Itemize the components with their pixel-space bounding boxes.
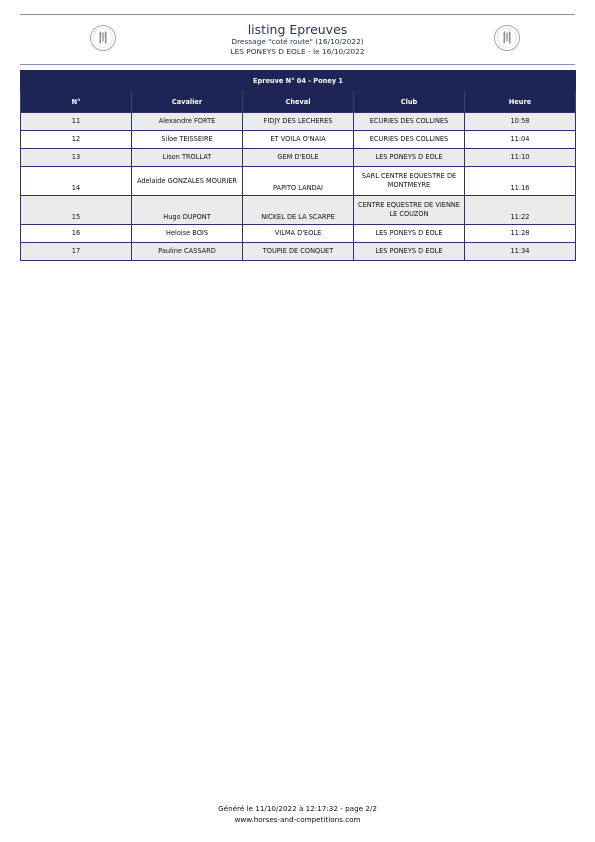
horse-name: VILMA D'EOLE bbox=[243, 225, 354, 243]
page-footer bbox=[0, 804, 595, 825]
horse-name: GEM D'EOLE bbox=[243, 149, 354, 167]
club-name: CENTRE EQUESTRE DE VIENNE LE COUZON bbox=[354, 196, 465, 225]
start-time: 11:10 bbox=[465, 149, 576, 167]
table-row bbox=[21, 149, 576, 167]
horse-emblem-icon bbox=[493, 24, 521, 52]
start-time: 11:16 bbox=[465, 167, 576, 196]
club-name: LES PONEYS D EOLE bbox=[354, 225, 465, 243]
rider-name: Pauline CASSARD bbox=[132, 243, 243, 261]
generated-timestamp: Généré le 11/10/2022 à 12:17:32 - page 2/2 bbox=[218, 804, 377, 813]
start-time: 11:04 bbox=[465, 131, 576, 149]
horse-name: FIDJY DES LECHERES bbox=[243, 113, 354, 131]
rider-name: Hugo DUPONT bbox=[132, 196, 243, 225]
start-time: 11:34 bbox=[465, 243, 576, 261]
website-link[interactable]: www.horses-and-competitions.com bbox=[234, 814, 361, 824]
venue-date-subtitle: LES PONEYS D EOLE - le 16/10/2022 bbox=[230, 46, 365, 56]
row-number: 14 bbox=[21, 167, 132, 196]
horse-name: ET VOILA O'NAIA bbox=[243, 131, 354, 149]
epreuve-table bbox=[20, 70, 576, 261]
row-number: 17 bbox=[21, 243, 132, 261]
column-header-horse: Cheval bbox=[243, 91, 354, 113]
rider-name: Siloe TEISSEIRE bbox=[132, 131, 243, 149]
start-time: 11:28 bbox=[465, 225, 576, 243]
horse-name: PAPITO LANDAI bbox=[243, 167, 354, 196]
club-name: ECURIES DES COLLINES bbox=[354, 131, 465, 149]
row-number: 11 bbox=[21, 113, 132, 131]
epreuve-title: Epreuve N° 04 - Poney 1 bbox=[21, 71, 576, 91]
table-row bbox=[21, 167, 576, 196]
column-header-club: Club bbox=[354, 91, 465, 113]
table-row bbox=[21, 113, 576, 131]
column-header-number: N° bbox=[21, 91, 132, 113]
table-header-row bbox=[21, 91, 576, 113]
rider-name: Adelaide GONZALES MOURIER bbox=[132, 167, 243, 196]
start-time: 10:58 bbox=[465, 113, 576, 131]
header-bottom-rule bbox=[20, 64, 575, 65]
horse-emblem-icon bbox=[89, 24, 117, 52]
table-row bbox=[21, 225, 576, 243]
club-name: LES PONEYS D EOLE bbox=[354, 149, 465, 167]
table-row bbox=[21, 131, 576, 149]
row-number: 13 bbox=[21, 149, 132, 167]
club-name: SARL CENTRE EQUESTRE DE MONTMEYRE bbox=[354, 167, 465, 196]
page-title: listing Epreuves bbox=[247, 22, 348, 37]
row-number: 12 bbox=[21, 131, 132, 149]
start-time: 11:22 bbox=[465, 196, 576, 225]
horse-name: NICKEL DE LA SCARPE bbox=[243, 196, 354, 225]
table-row bbox=[21, 243, 576, 261]
rider-name: Alexandre FORTE bbox=[132, 113, 243, 131]
column-header-time: Heure bbox=[465, 91, 576, 113]
club-name: LES PONEYS D EOLE bbox=[354, 243, 465, 261]
document-header bbox=[150, 22, 445, 56]
table-row bbox=[21, 196, 576, 225]
competition-subtitle: Dressage "coté route" (16/10/2022) bbox=[231, 37, 364, 46]
club-name: ECURIES DES COLLINES bbox=[354, 113, 465, 131]
row-number: 15 bbox=[21, 196, 132, 225]
rider-name: Lison TROLLAT bbox=[132, 149, 243, 167]
horse-name: TOUPIE DE CONQUET bbox=[243, 243, 354, 261]
rider-name: Heloise BOIS bbox=[132, 225, 243, 243]
column-header-rider: Cavalier bbox=[132, 91, 243, 113]
row-number: 16 bbox=[21, 225, 132, 243]
header-top-rule bbox=[20, 14, 575, 15]
